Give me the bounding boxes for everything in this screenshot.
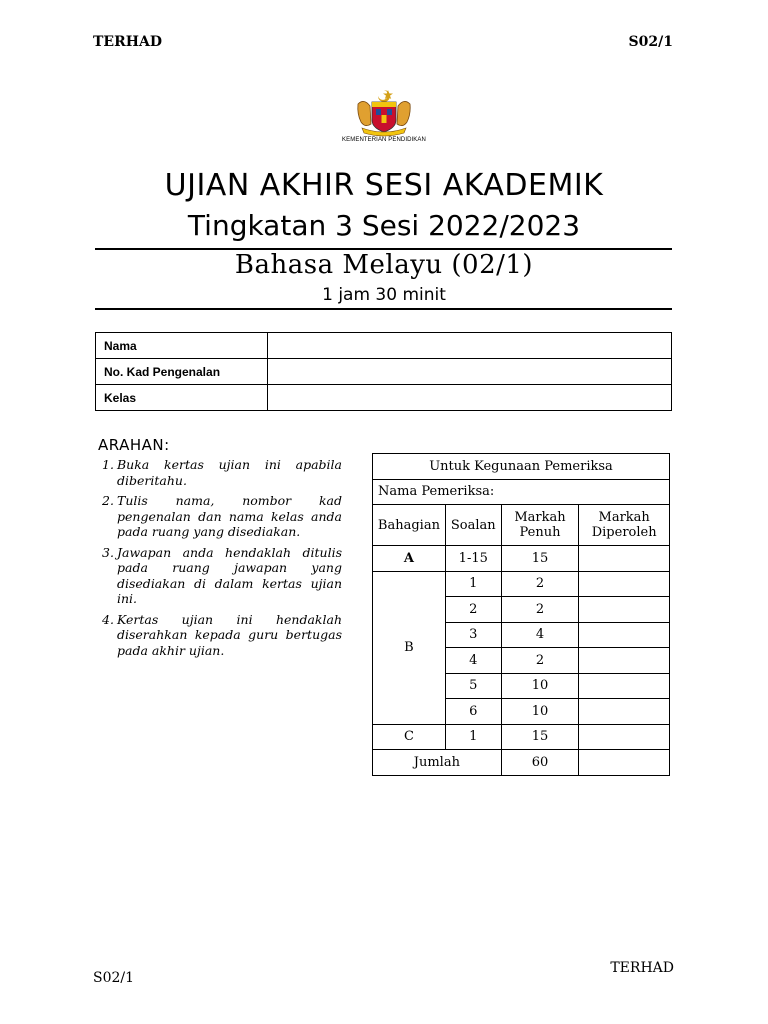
section-b-question: 3 xyxy=(445,622,501,648)
item-number: 1. xyxy=(102,457,114,472)
section-b-full-marks: 4 xyxy=(501,622,579,648)
section-b-question: 2 xyxy=(445,597,501,623)
section-a-label: A xyxy=(373,546,446,572)
title-divider-bottom xyxy=(95,308,672,310)
section-b-question: 5 xyxy=(445,673,501,699)
section-b-full-marks: 2 xyxy=(501,648,579,674)
item-number: 3. xyxy=(102,544,114,560)
item-number: 2. xyxy=(102,493,114,508)
exam-duration: 1 jam 30 minit xyxy=(322,285,446,305)
table-row xyxy=(373,724,670,750)
table-row xyxy=(373,546,670,572)
footer-classification: TERHAD xyxy=(610,960,674,976)
class-field[interactable] xyxy=(268,385,672,411)
item-text: Tulis nama, nombor kad pengenalan dan nama kelas anda pada ruang yang disediakan. xyxy=(117,493,342,539)
list-item xyxy=(100,612,342,659)
exam-subtitle: Tingkatan 3 Sesi 2022/2023 xyxy=(187,209,581,242)
item-text: Jawapan anda hendaklah ditulis pada ruang jawapan yang disediakan di dalam kertas ujian ini. xyxy=(117,544,342,606)
table-row xyxy=(373,479,670,505)
section-b-full-marks: 10 xyxy=(501,673,579,699)
section-b-question: 6 xyxy=(445,699,501,725)
header-soalan: Soalan xyxy=(445,505,501,546)
subject-title: Bahasa Melayu (02/1) xyxy=(234,250,534,280)
footer-code: S02/1 xyxy=(93,970,135,986)
list-item xyxy=(100,457,342,488)
examiner-marks-table xyxy=(372,453,670,776)
item-number: 4. xyxy=(102,611,114,627)
total-full-marks: 60 xyxy=(501,750,579,776)
section-b-full-marks: 2 xyxy=(501,571,579,597)
section-b-obtained-marks[interactable] xyxy=(579,648,670,674)
instructions-heading: ARAHAN: xyxy=(98,436,170,454)
section-b-full-marks: 10 xyxy=(501,699,579,725)
item-text: Buka kertas ujian ini apabila diberitahu. xyxy=(117,457,342,488)
table-row xyxy=(96,385,672,411)
examiner-name-label: Nama Pemeriksa: xyxy=(373,479,670,505)
examiner-table-title: Untuk Kegunaan Pemeriksa xyxy=(373,454,670,480)
section-b-obtained-marks[interactable] xyxy=(579,673,670,699)
ic-number-label: No. Kad Pengenalan xyxy=(96,359,268,385)
section-b-label: B xyxy=(373,571,446,724)
name-field[interactable] xyxy=(268,333,672,359)
section-b-obtained-marks[interactable] xyxy=(579,597,670,623)
section-c-obtained-marks[interactable] xyxy=(579,724,670,750)
table-row xyxy=(373,571,670,597)
section-b-question: 4 xyxy=(445,648,501,674)
table-row xyxy=(373,750,670,776)
list-item xyxy=(100,493,342,540)
table-row xyxy=(96,333,672,359)
instructions-list xyxy=(100,457,342,663)
section-a-obtained-marks[interactable] xyxy=(579,546,670,572)
header-bahagian: Bahagian xyxy=(373,505,446,546)
section-b-full-marks: 2 xyxy=(501,597,579,623)
section-a-full-marks: 15 xyxy=(501,546,579,572)
total-label: Jumlah xyxy=(373,750,502,776)
list-item xyxy=(100,545,342,607)
section-c-full-marks: 15 xyxy=(501,724,579,750)
header-markah-diperoleh: Markah Diperoleh xyxy=(579,505,670,546)
section-c-label: C xyxy=(373,724,446,750)
table-row xyxy=(96,359,672,385)
table-row xyxy=(373,454,670,480)
header-code: S02/1 xyxy=(628,34,673,50)
ic-number-field[interactable] xyxy=(268,359,672,385)
section-b-obtained-marks[interactable] xyxy=(579,571,670,597)
logo-caption: KEMENTERIAN PENDIDIKAN xyxy=(342,137,426,143)
section-b-obtained-marks[interactable] xyxy=(579,622,670,648)
table-row xyxy=(373,505,670,546)
total-obtained-marks[interactable] xyxy=(579,750,670,776)
item-text: Kertas ujian ini hendaklah diserahkan kepada guru bertugas pada akhir ujian. xyxy=(117,611,342,658)
section-a-questions: 1-15 xyxy=(445,546,501,572)
exam-title: UJIAN AKHIR SESI AKADEMIK xyxy=(164,168,604,203)
section-b-question: 1 xyxy=(445,571,501,597)
header-markah-penuh: Markah Penuh xyxy=(501,505,579,546)
class-label: Kelas xyxy=(96,385,268,411)
student-info-table xyxy=(95,332,672,411)
section-b-obtained-marks[interactable] xyxy=(579,699,670,725)
name-label: Nama xyxy=(96,333,268,359)
section-c-question: 1 xyxy=(445,724,501,750)
header-classification: TERHAD xyxy=(93,34,162,50)
coat-of-arms-logo xyxy=(344,88,424,138)
